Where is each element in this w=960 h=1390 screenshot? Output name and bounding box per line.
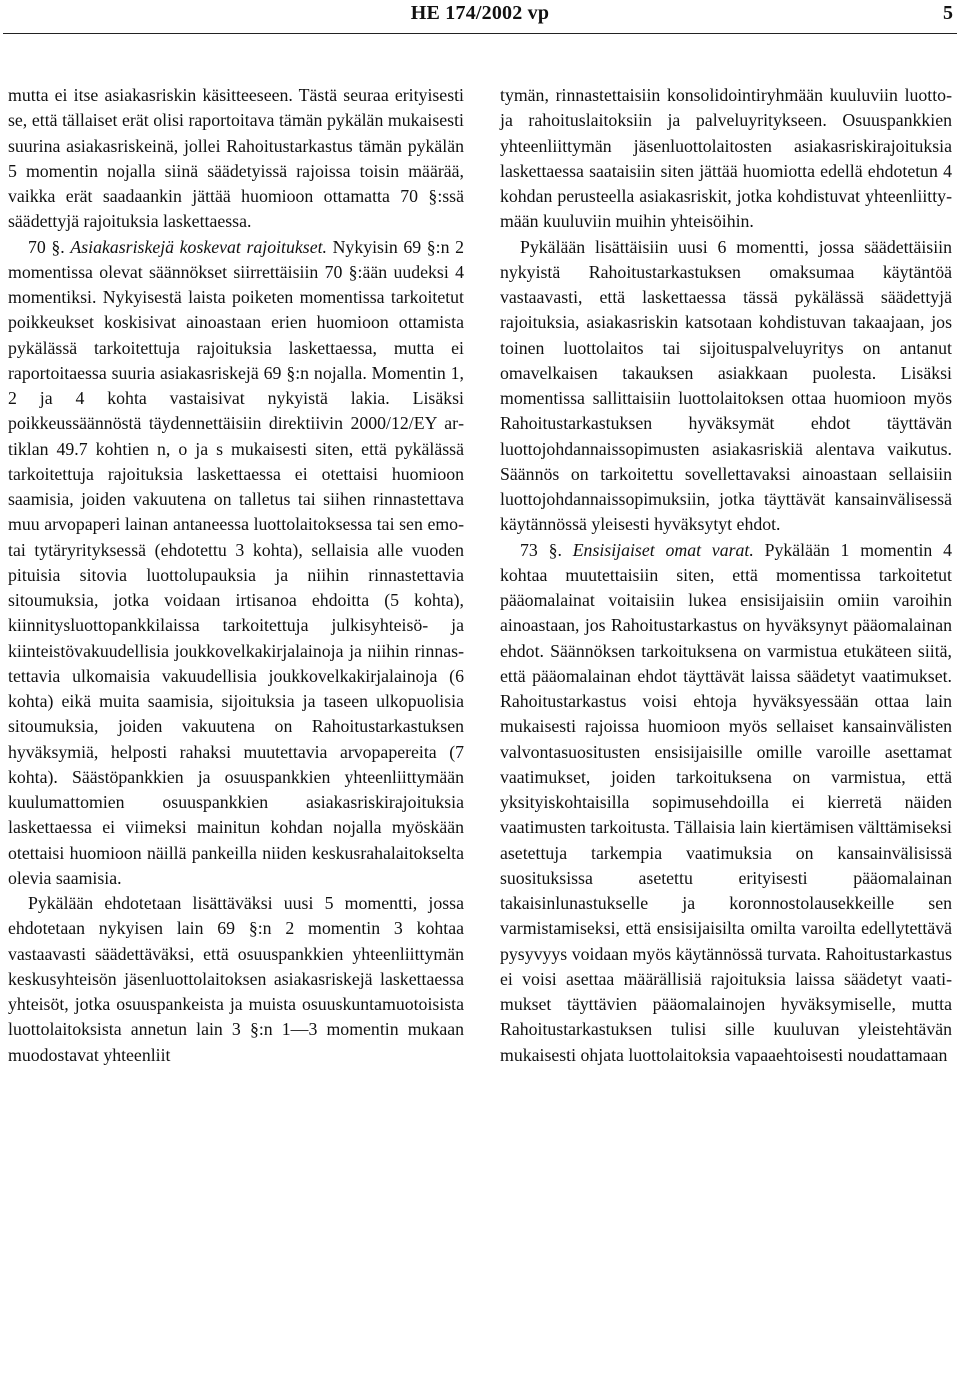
paragraph: Pykälään lisättäisiin uusi 6 momentti, jossa säädettäisiin nykyistä Rahoitustarkastuksen omaksumaa käytäntöä vastaavasti, että laskettaessa tässä pykälässä säädettyjä rajoituksia, asiakasriskin katsotaan kohdistuvan takaajaan, jos toinen luottolaitos tai sijoituspalveluyritys on antanut omavelkaisen takauksen asiakkaan puolesta. Lisäksi momentissa sallittaisiin luottolaitoksen ottaa huomioon myös Rahoitustarkastuksen hyväksymät ehdot täyttävän luottojohdannaissopimusten asiakasriskiä alentava vaikutus. Säännös on tarkoitettu sovellettavaksi ainoastaan sellaisiin luottojohdannaissopimuksiin, jotka täyttävät kansainvälisessä käytännössä yleisesti hyväksytyt ehdot. <box>500 236 952 535</box>
section-title: Asiakasriskejä koskevat rajoitukset. <box>70 236 327 257</box>
section-73-paragraph <box>500 538 952 1068</box>
page-header <box>0 0 960 34</box>
section-body: Pykälään 1 momentin 4 kohtaa muutettaisiin siten, että momentissa tarkoitetut pääomalainat voitaisiin lukea ensisijaisiin omiin varoihin ainoastaan, jos Rahoitustarkastus on hyväksynyt pääomalainan ehdot. Säännöksen tarkoituksena on varmistua etukäteen siitä, että pääomalainan ehdot täyttävät laissa säädetyt vaatimukset. Rahoitustarkastus voisi ehtoja hyväksyessään ottaa lain mukaisesti rajoissa huomioon myös sellaiset kansainvälisten valvontasuositusten ensisijaisille omille varoille asettamat vaatimukset, joiden tarkoituksena on varmistua, että yksityiskohtaisilla sopimusehdoilla ei kierretä näiden vaatimusten tarkoitusta. Tällaisia lain kiertämisen välttämiseksi asetettuja tarkempia vaatimuksia on kansainvälisissä suosituksissa asetettu erityisesti pääomalainan takaisinlunastukselle ja koronnostolausekkeille sen varmistamiseksi, että ensisijaisilta omilta varoilta edellytettävä pysyvyys voidaan myös käytännössä turvata. Rahoitustarkastus ei voisi asettaa määrällisiä rajoituksia laissa säädetyt vaatimukset täyttävien pääomalainojen hyväksymiselle, mutta Rahoitustarkastuksen tulisi sille kuuluvan yleistehtävän mukaisesti ohjata luottolaitoksia vapaaehtoisesti noudattamaan <box>500 539 952 1065</box>
right-text-column <box>500 83 952 1068</box>
section-title: Ensisijaiset omat varat. <box>572 539 754 560</box>
section-body: Nykyisin 69 §:n 2 momentissa olevat säännökset siirrettäisiin 70 §:ään uudeksi 4 momentiksi. Nykyisestä laista poiketen momentissa tarkoitetut poikkeukset koskisivat ainoastaan erien huomioon ottamista pykälässä tarkoitettuja rajoituksia laskettaessa, mutta ei raportoitaessa suuria asiakasriskejä 69 §:n nojalla. Momentin 1, 2 ja 4 kohta vastaisivat nykyistä lakia. Lisäksi poikkeussäännöstä täydennettäisiin direktiivin 2000/12/EY artiklan 49.7 kohtien n, o ja s mukaisesti siten, että pykälässä tarkoitettuja rajoituksia laskettaessa ei otettaisi huomioon saamisia, joiden vakuutena on talletus tai siihen rinnastettava muu arvopaperi lainan antaneessa luottolaitoksessa tai sen emo- tai tytäryrityksessä (ehdotettu 3 kohta), sellaisia alle vuoden pituisia sitovia luottolupauksia ja niihin rinnastettavia sitoumuksia, jotka voidaan irtisanoa ehdoitta (5 kohta), kiinnitysluottopankkilaissa tarkoitettuja julkisyhteisö- ja kiinteistövakuudellisia joukkovelkakirjalainoja ja niihin rinnastettavia ulkomaisia vakuudellisia joukkovelkakirjalainoja (6 kohta) eikä muita saamisia, sijoituksia ja taseen ulkopuolisia sitoumuksia, joiden vakuutena on Rahoitustarkastuksen hyväksymiä, helposti rahaksi muutettavia arvopapereita (7 kohta). Säästöpankkien ja osuuspankkien yhteenliittymään kuulumattomien osuuspankkien asiakasriskirajoituksia laskettaessa ei viimeksi mainitun kohdan nojalla myöskään otettaisi huomioon näillä pankeilla niiden keskusrahalaitokselta olevia saamisia. <box>8 236 465 888</box>
header-divider <box>3 33 957 34</box>
paragraph: mutta ei itse asiakasriskin käsitteeseen. Tästä seuraa erityisesti se, että tällaiset erät olisi raportoitava tämän pykälän mukaisesti suurina asiakasriskeinä, jollei Rahoitustarkastus tämän pykälän 5 momentin nojalla siinä säädetyissä rajoissa toisin määrää, vaikka erät saadaankin jättää huomioon ottamatta 70 §:ssä säädettyjä rajoituksia laskettaessa. <box>8 85 464 232</box>
page-number: 5 <box>943 2 953 24</box>
section-number: 73 §. <box>520 539 562 560</box>
left-text-column <box>8 83 464 1068</box>
document-id: HE 174/2002 vp <box>410 2 550 24</box>
section-number: 70 §. <box>28 236 65 257</box>
paragraph: Pykälään ehdotetaan lisättäväksi uusi 5 momentti, jossa ehdotetaan nykyisen lain 69 §:n 2 momentin 3 kohtaa vastaavasti säädettäväksi, että osuuspankkien yhteenliittymän keskusyhteisön jäsenluottolaitoksen asiakasriskejä laskettaessa yhteisöt, jotka osuuspankeista ja muista osuuskuntamuotoisista luottolaitoksista annetun lain 3 §:n 1—3 momentin mukaan muodostavat yhteenliit <box>8 893 464 1065</box>
section-70-paragraph <box>8 235 464 892</box>
paragraph: tymän, rinnastettaisiin konsolidointiryhmään kuuluviin luotto- ja rahoituslaitoksiin ja palveluyritykseen. Osuuspankkien yhteenliittymän jäsenluottolaitosten asiakasriskirajoituksia laskettaessa saataisiin siten jättää huomiotta edellä ehdotetun 4 kohdan perusteella asiakasriskit, jotka kohdistuvat yhteenliittymään kuuluviin muihin yhteisöihin. <box>500 85 952 232</box>
